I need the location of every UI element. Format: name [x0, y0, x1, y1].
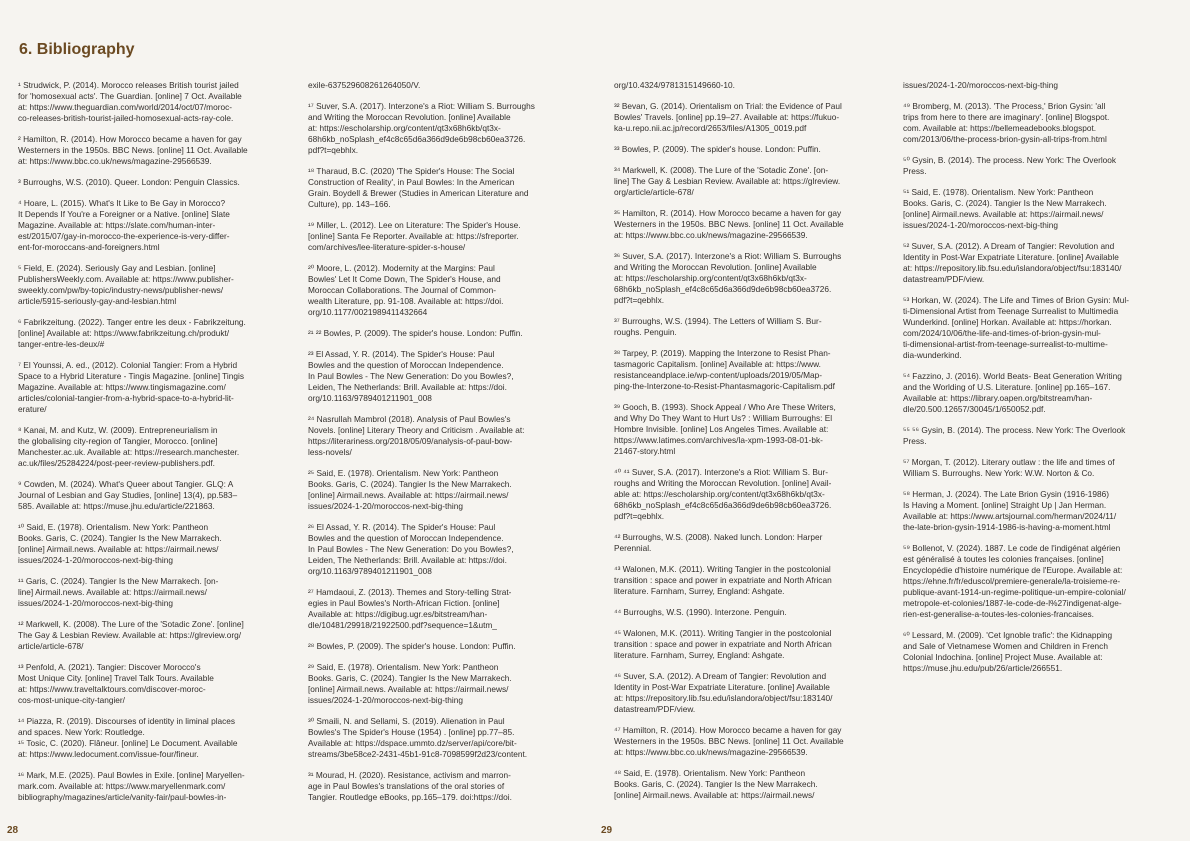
page-title: 6. Bibliography	[19, 41, 135, 58]
reference-entry: ³⁵ Hamilton, R. (2014). How Morocco became a haven for gay Westerners in the 1950s. BBC News. [online] 11 Oct. Available at: https://www.bbc.co.uk/news/magazine-29566539.	[614, 208, 844, 240]
reference-entry: ⁴⁶ Suver, S.A. (2012). A Dream of Tangier: Revolution and Identity in Post-War Expatriate Literature. [online] Available at: https://repository.lib.fsu.edu/islandora/object/fsu:183140/ datastream/PDF/view.	[614, 671, 833, 714]
reference-entry: ⁵ Field, E. (2024). Seriously Gay and Lesbian. [online] PublishersWeekly.com. Available at: https://www.publisher- sweekly.com/pw/by-topic/industry-news/publisher-news/ article/5915-seriously-gay-and-lesbian.html	[18, 263, 234, 306]
reference-entry: ²⁰ Moore, L. (2012). Modernity at the Margins: Paul Bowles' Let It Come Down, The Spider's House, and Moroccan Collaborations. The Journal of Common- wealth Literature, pp. 91-108. Available at: https://doi. org/10.1177/0021989411432664	[308, 263, 504, 317]
reference-entry: ⁶ Fabrikzeitung. (2022). Tanger entre les deux - Fabrikzeitung. [online] Available at: https://www.fabrikzeitung.ch/produkt/ tanger-entre-les-deux/#	[18, 317, 246, 349]
reference-entry: ⁴⁸ Said, E. (1978). Orientalism. New York: Pantheon Books. Garis, C. (2024). Tangier Is the New Marrakech. [online] Airmail.news. Available at: https://airmail.news/	[614, 768, 818, 800]
reference-entry: ⁴³ Walonen, M.K. (2011). Writing Tangier in the postcolonial transition : space and power in expatriate and North African literature. Farnham, Surrey, England: Ashgate.	[614, 564, 832, 596]
reference-entry: ³⁸ Tarpey, P. (2019). Mapping the Interzone to Resist Phan- tasmagoric Capitalism. [online] Available at: https://www. resistanceandplace.ie/wp-content/uploads/2019/05/Map- ping-the-Interzone-to-Resist-Phantasmagoric-Capitalism.pdf	[614, 348, 835, 391]
reference-entry: ³⁷ Burroughs, W.S. (1994). The Letters of William S. Bur- roughs. Penguin.	[614, 316, 822, 337]
reference-entry: ⁵⁰ Gysin, B. (2014). The process. New York: The Overlook Press.	[903, 155, 1117, 176]
bibliography-column-1	[18, 80, 293, 813]
reference-entry: ⁷ El Younssi, A. ed., (2012). Colonial Tangier: From a Hybrid Space to a Hybrid Literature - Tingis Magazine. [online] Tingis Magazine. Available at: https://www.tingismagazine.com/ articles/colonial-tangier-from-a-hybrid-space-to-a-hybrid-lit- erature/	[18, 360, 244, 414]
reference-entry: ⁴⁰ ⁴¹ Suver, S.A. (2017). Interzone's a Riot: William S. Bur- roughs and Writing the Moroccan Revolution. [online] Avail- able at: https://escholarship.org/content/qt3x68h6kb/qt3x- 68h6kb_noSplash_ef4c8c65d6a366d9de6b98cb60ea3726. pdf?t=qebhlx.	[614, 467, 832, 521]
reference-entry: ¹ Strudwick, P. (2014). Morocco releases British tourist jailed for 'homosexual acts'. The Guardian. [online] 7 Oct. Available at: https://www.theguardian.com/world/2014/oct/07/moroc- co-releases-british-tourist-jailed-homosexual-acts-ray-cole.	[18, 80, 242, 123]
reference-entry: ⁹ Cowden, M. (2024). What's Queer about Tangier. GLQ: A Journal of Lesbian and Gay Studies, [online] 13(4), pp.583– 585. Available at: https://muse.jhu.edu/article/221863.	[18, 479, 238, 511]
reference-entry: ⁴⁹ Bromberg, M. (2013). 'The Process,' Brion Gysin: 'all trips from here to there are imaginary'. [online] Blogspot. com. Available at: https://bellemeadebooks.blogspot. com/2013/06/the-process-brion-gysin-all-trips-from.html	[903, 101, 1110, 144]
reference-entry: ⁵⁵ ⁵⁶ Gysin, B. (2014). The process. New York: The Overlook Press.	[903, 425, 1126, 446]
reference-entry: ⁵² Suver, S.A. (2012). A Dream of Tangier: Revolution and Identity in Post-War Expatriate Literature. [online] Available at: https://repository.lib.fsu.edu/islandora/object/fsu:183140/ datastream/PDF/view.	[903, 241, 1122, 284]
reference-entry: ²⁵ Said, E. (1978). Orientalism. New York: Pantheon Books. Garis, C. (2024). Tangier Is the New Marrakech. [online] Airmail.news. Available at: https://airmail.news/ issues/2024-1-20/moroccos-next-big-thing	[308, 468, 512, 511]
reference-entry: ³⁰ Smaili, N. and Sellami, S. (2019). Alienation in Paul Bowles's The Spider's House (1954) . [online] pp.77–85. Available at: https://dspace.ummto.dz/server/api/core/bit- streams/3be58ce2-2431-45b1-91c8-7098599f2d23/content.	[308, 716, 528, 759]
reference-entry: ² Hamilton, R. (2014). How Morocco became a haven for gay Westerners in the 1950s. BBC News. [online] 11 Oct. Available at: https://www.bbc.co.uk/news/magazine-29566539.	[18, 134, 248, 166]
page-number-right: 29	[601, 825, 613, 836]
bibliography-column-3	[614, 80, 889, 811]
reference-entry: ³⁶ Suver, S.A. (2017). Interzone's a Riot: William S. Burroughs and Writing the Moroccan Revolution. [online] Available at: https://escholarship.org/content/qt3x68h6kb/qt3x- 68h6kb_noSplash_ef4c8c65d6a366d9de6b98cb60ea3726. pdf?t=qebhlx.	[614, 251, 842, 305]
reference-entry: ⁵⁸ Herman, J. (2024). The Late Brion Gysin (1916-1986) Is Having a Moment. [online] Straight Up | Jan Herman. Available at: https://www.artsjournal.com/herman/2024/11/ the-late-brion-gysin-1914-1986-is-having-a-moment.html	[903, 489, 1117, 532]
page-number-left: 28	[7, 825, 19, 836]
reference-entry: ²⁴ Nasrullah Mambrol (2018). Analysis of Paul Bowles's Novels. [online] Literary Theory and Criticism . Available at: https://literariness.org/2018/05/09/analysis-of-paul-bow- less-novels/	[308, 414, 525, 457]
reference-entry: org/10.4324/9781315149660-10.	[614, 80, 735, 90]
reference-entry: ¹¹ Garis, C. (2024). Tangier Is the New Marrakech. [on- line] Airmail.news. Available at: https://airmail.news/ issues/2024-1-20/moroccos-next-big-thing	[18, 576, 219, 608]
reference-entry: ⁴⁷ Hamilton, R. (2014). How Morocco became a haven for gay Westerners in the 1950s. BBC News. [online] 11 Oct. Available at: https://www.bbc.co.uk/news/magazine-29566539.	[614, 725, 844, 757]
reference-entry: ¹² Markwell, K. (2008). The Lure of the 'Sotadic Zone'. [online] The Gay & Lesbian Review. Available at: https://glreview.org/ article/article-678/	[18, 619, 244, 651]
reference-entry: ⁸ Kanai, M. and Kutz, W. (2009). Entrepreneurialism in the globalising city-region of Tangier, Morocco. [online] Manchester.ac.uk. Available at: https://research.manchester. ac.uk/files/25284224/post-peer-review-publishers.pdf.	[18, 425, 240, 468]
reference-entry: ³⁹ Gooch, B. (1993). Shock Appeal / Who Are These Writers, and Why Do They Want to Hurt Us? : William Burroughs: El Hombre Invisible. [online] Los Angeles Times. Available at: https://www.latimes.com/archives/la-xpm-1993-08-01-bk- 21467-story.html	[614, 402, 836, 456]
reference-entry: ¹³ Penfold, A. (2021). Tangier: Discover Morocco's Most Unique City. [online] Travel Talk Tours. Available at: https://www.traveltalktours.com/discover-moroc- cos-most-unique-city-tangier/	[18, 662, 214, 705]
reference-entry: ³¹ Mourad, H. (2020). Resistance, activism and marron- age in Paul Bowles's translations of the oral stories of Tangier. Routledge eBooks, pp.165–179. doi:https://doi.	[308, 770, 512, 802]
reference-entry: ⁵³ Horkan, W. (2024). The Life and Times of Brion Gysin: Mul- ti-Dimensional Artist from Teenage Surrealist to Multimedia Wunderkind. [online] Horkan. Available at: https://horkan. com/2024/10/06/the-life-and-times-of-brion-gysin-mul- ti-dimensional-artist-from-teenage-surrealist-to-multime- dia-wunderkind.	[903, 295, 1130, 360]
reference-entry: ⁶⁰ Lessard, M. (2009). 'Cet Ignoble trafic': the Kidnapping and Sale of Vietnamese Women and Children in French Colonial Indochina. [online] Project Muse. Available at: https://muse.jhu.edu/pub/26/article/266551.	[903, 630, 1113, 673]
reference-entry: ¹⁹ Miller, L. (2012). Lee on Literature: The Spider's House. [online] Santa Fe Reporter. Available at: https://sfreporter. com/archives/lee-literature-spider-s-house/	[308, 220, 521, 252]
reference-entry: ⁵⁷ Morgan, T. (2012). Literary outlaw : the life and times of William S. Burroughs. New York: W.W. Norton & Co.	[903, 457, 1115, 478]
reference-entry: ³³ Bowles, P. (2009). The spider's house. London: Puffin.	[614, 144, 821, 154]
reference-entry: ¹⁰ Said, E. (1978). Orientalism. New York: Pantheon Books. Garis, C. (2024). Tangier Is the New Marrakech. [online] Airmail.news. Available at: https://airmail.news/ issues/2024-1-20/moroccos-next-big-thing	[18, 522, 222, 565]
reference-entry: ³ Burroughs, W.S. (2010). Queer. London: Penguin Classics.	[18, 177, 240, 187]
reference-entry: ⁴² Burroughs, W.S. (2008). Naked lunch. London: Harper Perennial.	[614, 532, 823, 553]
reference-entry: ³⁴ Markwell, K. (2008). The Lure of the 'Sotadic Zone'. [on- line] The Gay & Lesbian Review. Available at: https://glreview. org/article/article-678/	[614, 165, 841, 197]
reference-entry: ²³ El Assad, Y. R. (2014). The Spider's House: Paul Bowles and the question of Moroccan Independence. In Paul Bowles - The New Generation: Do you Bowles?, Leiden, The Netherlands: Brill. Available at: https://doi. org/10.1163/9789401211901_008	[308, 349, 514, 403]
bibliography-column-4	[903, 80, 1178, 684]
reference-entry: ⁴⁵ Walonen, M.K. (2011). Writing Tangier in the postcolonial transition : space and power in expatriate and North African literature. Farnham, Surrey, England: Ashgate.	[614, 628, 832, 660]
bibliography-column-2	[308, 80, 583, 813]
reference-entry: ⁴⁴ Burroughs, W.S. (1990). Interzone. Penguin.	[614, 607, 787, 617]
reference-entry: ²⁸ Bowles, P. (2009). The spider's house. London: Puffin.	[308, 641, 516, 651]
reference-entry: ¹⁶ Mark, M.E. (2025). Paul Bowles in Exile. [online] Maryellen- mark.com. Available at: https://www.maryellenmark.com/ bibliography/magazines/article/vanity-fair/paul-bowles-in-	[18, 770, 245, 802]
reference-entry: ³² Bevan, G. (2014). Orientalism on Trial: the Evidence of Paul Bowles' Travels. [online] pp.19–27. Available at: https://fukuo- ka-u.repo.nii.ac.jp/record/2653/files/A1305_0019.pdf	[614, 101, 842, 133]
reference-entry: ⁵⁹ Bollenot, V. (2024). 1887. Le code de l'indigénat algérien est généralisé à toutes les colonies françaises. [online] Encyclopédie d'histoire numérique de l'Europe. Available at: https://ehne.fr/fr/eduscol/premiere-generale/la-troisieme-re- publique-avant-1914-un-regime-politique-un-empire-colonial/ metropole-et-colonies/1887-le-code-de-l%27indigenat-alge- rien-est-generalise-a-toutes-les-colonies-francaises.	[903, 543, 1126, 619]
reference-entry: ²¹ ²² Bowles, P. (2009). The spider's house. London: Puffin.	[308, 328, 523, 338]
reference-entry: ²⁶ El Assad, Y. R. (2014). The Spider's House: Paul Bowles and the question of Moroccan Independence. In Paul Bowles - The New Generation: Do you Bowles?, Leiden, The Netherlands: Brill. Available at: https://doi. org/10.1163/9789401211901_008	[308, 522, 514, 576]
reference-entry: ⁵¹ Said, E. (1978). Orientalism. New York: Pantheon Books. Garis, C. (2024). Tangier Is the New Marrakech. [online] Airmail.news. Available at: https://airmail.news/ issues/2024-1-20/moroccos-next-big-thing	[903, 187, 1107, 230]
reference-entry: exile-637529608261264050/V.	[308, 80, 421, 90]
reference-entry: ⁵⁴ Fazzino, J. (2016). World Beats- Beat Generation Writing and the Worlding of U.S. Literature. [online] pp.165–167. Available at: https://library.oapen.org/bitstream/han- dle/20.500.12657/30045/1/650052.pdf.	[903, 371, 1122, 414]
reference-entry: ¹⁷ Suver, S.A. (2017). Interzone's a Riot: William S. Burroughs and Writing the Moroccan Revolution. [online] Available at: https://escholarship.org/content/qt3x68h6kb/qt3x- 68h6kb_noSplash_ef4c8c65d6a366d9de6b98cb60ea3726. pdf?t=qebhlx.	[308, 101, 535, 155]
reference-entry: ⁴ Hoare, L. (2015). What's It Like to Be Gay in Morocco? It Depends If You're a Foreigner or a Native. [online] Slate Magazine. Available at: https://slate.com/human-inter- est/2015/07/gay-in-morocco-the-experience-is-very-differ- ent-for-moroccans-and-foreigners.html	[18, 198, 230, 252]
reference-entry: ²⁹ Said, E. (1978). Orientalism. New York: Pantheon Books. Garis, C. (2024). Tangier Is the New Marrakech. [online] Airmail.news. Available at: https://airmail.news/ issues/2024-1-20/moroccos-next-big-thing	[308, 662, 512, 705]
reference-entry: ¹⁸ Tharaud, B.C. (2020) 'The Spider's House: The Social Construction of Reality', in Paul Bowles: In the American Grain. Boydell & Brewer (Studies in American Literature and Culture), pp. 143–166.	[308, 166, 529, 209]
reference-entry: ¹⁴ Piazza, R. (2019). Discourses of identity in liminal places and spaces. New York: Routledge. ¹⁵ Tosic, C. (2020). Flâneur. [online] Le Document. Available at: https://www.ledocument.com/issue-four/fineur.	[18, 716, 238, 759]
reference-entry: issues/2024-1-20/moroccos-next-big-thing	[903, 80, 1058, 90]
reference-entry: ²⁷ Hamdaoui, Z. (2013). Themes and Story-telling Strat- egies in Paul Bowles's North-African Fiction. [online] Available at: https://digibug.ugr.es/bitstream/han- dle/10481/29918/21922500.pdf?sequence=1&utm_	[308, 587, 512, 630]
